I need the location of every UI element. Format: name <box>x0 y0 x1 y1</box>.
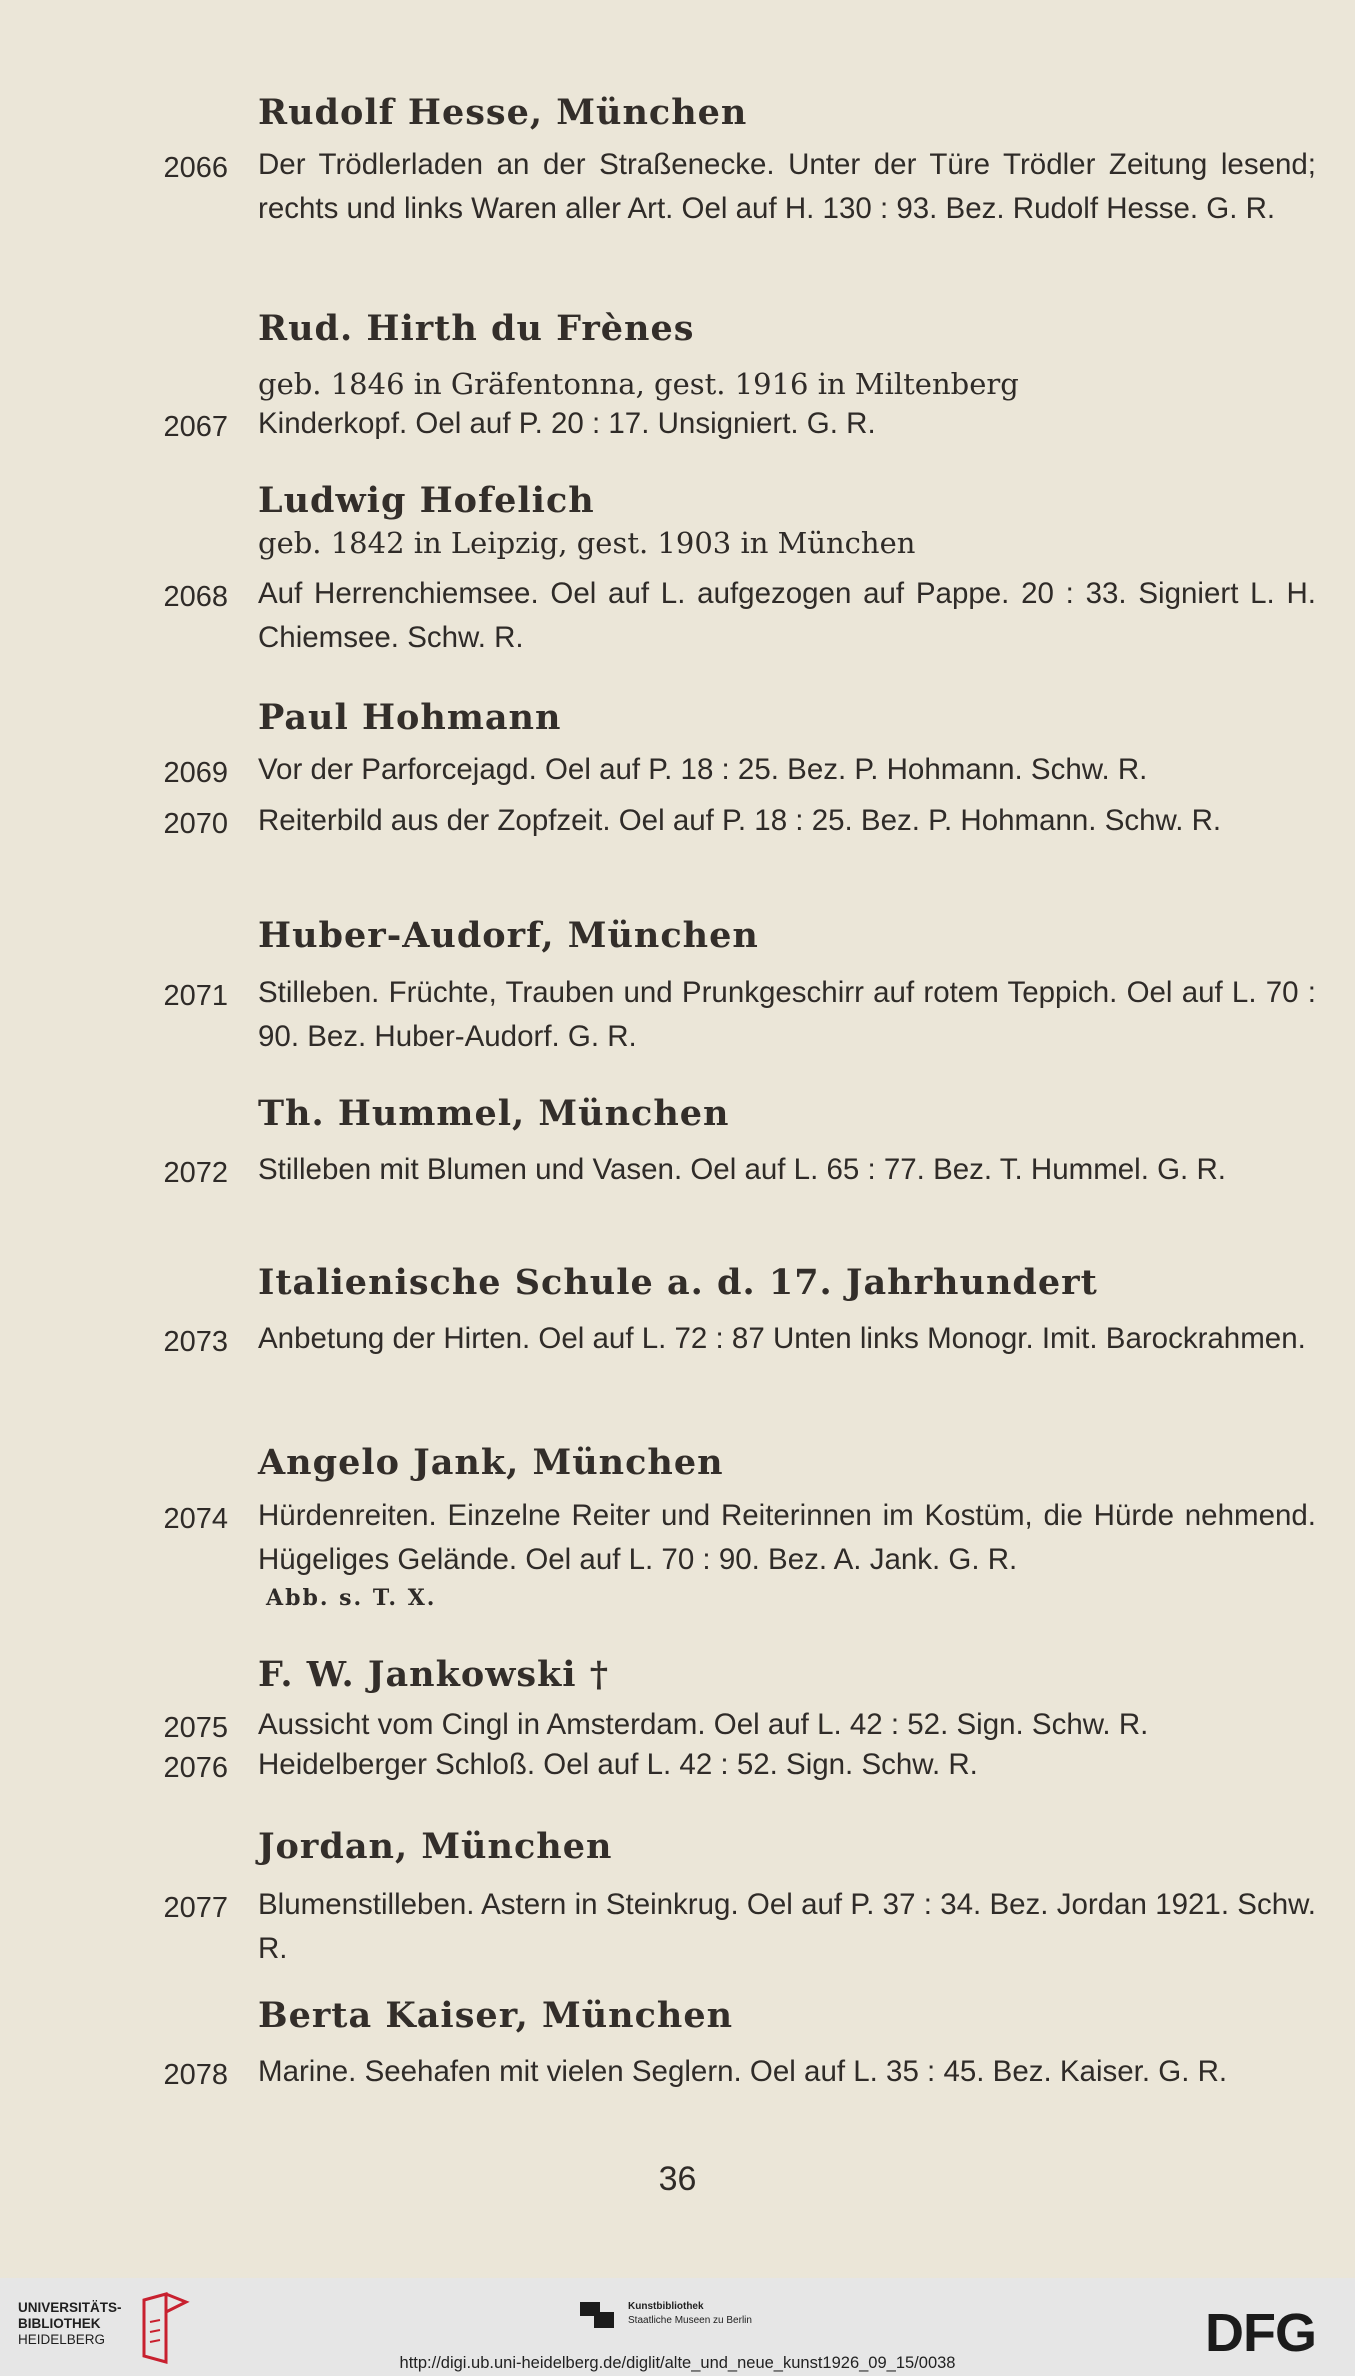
source-url-link[interactable]: http://digi.ub.uni-heidelberg.de/diglit/alte_und_neue_kunst1926_09_15/0038 <box>399 2354 956 2372</box>
lot-description: Marine. Seehafen mit vielen Seglern. Oel auf L. 35 : 45. Bez. Kaiser. G. R. <box>258 2055 1228 2088</box>
kunstbibliothek-subtitle: Staatliche Museen zu Berlin <box>628 2315 752 2326</box>
university-line: HEIDELBERG <box>18 2332 106 2347</box>
lot-number: 2073 <box>163 1326 228 1358</box>
lot-description: Kinderkopf. Oel auf P. 20 : 17. Unsigniert. G. R. <box>258 407 876 440</box>
lot-description: Aussicht vom Cingl in Amsterdam. Oel auf L. 42 : 52. Sign. Schw. R. <box>258 1708 1149 1741</box>
artist-heading: Berta Kaiser, München <box>258 1995 734 2036</box>
artist-life-dates: geb. 1846 in Gräfentonna, gest. 1916 in Miltenberg <box>258 367 1019 401</box>
artist-heading: Th. Hummel, München <box>258 1093 730 1134</box>
lot-number: 2072 <box>163 1157 228 1189</box>
lot-description: Anbetung der Hirten. Oel auf L. 72 : 87 Unten links Monogr. Imit. Barockrahmen. <box>258 1322 1306 1355</box>
artist-heading: Italienische Schule a. d. 17. Jahrhundert <box>258 1262 1098 1303</box>
kunstbibliothek-label <box>628 2300 752 2328</box>
lot-number: 2074 <box>163 1503 228 1535</box>
dfg-logo[interactable]: DFG <box>1205 2303 1316 2363</box>
artist-heading: Rud. Hirth du Frènes <box>258 308 695 349</box>
lot-description: Heidelberger Schloß. Oel auf L. 42 : 52. Sign. Schw. R. <box>258 1748 978 1781</box>
artist-heading: Huber-Audorf, München <box>258 915 759 956</box>
artist-heading: Ludwig Hofelich <box>258 480 595 521</box>
lot-number: 2078 <box>163 2059 228 2091</box>
lot-number: 2069 <box>163 757 228 789</box>
university-library-name[interactable] <box>18 2300 122 2348</box>
kunstbibliothek-title: Kunstbibliothek <box>628 2301 704 2312</box>
lot-number: 2075 <box>163 1712 228 1744</box>
lot-description: Stilleben. Früchte, Trauben und Prunkgeschirr auf rotem Teppich. Oel auf L. 70 : 90. Bez. Huber-Audorf. G. R. <box>258 976 1316 1053</box>
lot-number: 2070 <box>163 808 228 840</box>
lot-description: Hürdenreiten. Einzelne Reiter und Reiterinnen im Kostüm, die Hürde nehmend. Hügeliges Gelände. Oel auf L. 70 : 90. Bez. A. Jank. G. R. <box>258 1499 1316 1576</box>
university-line: UNIVERSITÄTS- <box>18 2300 122 2315</box>
artist-life-dates: geb. 1842 in Leipzig, gest. 1903 in München <box>258 526 916 560</box>
lot-description: Der Trödlerladen an der Straßenecke. Unter der Türe Trödler Zeitung lesend; rechts und links Waren aller Art. Oel auf H. 130 : 93. Bez. Rudolf Hesse. G. R. <box>258 148 1316 225</box>
artist-heading: Paul Hohmann <box>258 697 562 738</box>
lot-description: Blumenstilleben. Astern in Steinkrug. Oel auf P. 37 : 34. Bez. Jordan 1921. Schw. R. <box>258 1888 1316 1965</box>
artist-heading: F. W. Jankowski † <box>258 1654 610 1695</box>
lot-number: 2066 <box>163 152 228 184</box>
lot-description: Reiterbild aus der Zopfzeit. Oel auf P. 18 : 25. Bez. P. Hohmann. Schw. R. <box>258 804 1222 837</box>
kunstbibliothek-logo-icon[interactable] <box>578 2300 616 2330</box>
lot-number: 2077 <box>163 1892 228 1924</box>
illustration-note: Abb. s. T. X. <box>266 1585 437 1611</box>
lot-description: Stilleben mit Blumen und Vasen. Oel auf L. 65 : 77. Bez. T. Hummel. G. R. <box>258 1153 1226 1186</box>
university-line: BIBLIOTHEK <box>18 2316 101 2331</box>
artist-heading: Angelo Jank, München <box>258 1442 724 1483</box>
page-number: 36 <box>658 2160 697 2198</box>
lot-number: 2076 <box>163 1752 228 1784</box>
lot-number: 2068 <box>163 581 228 613</box>
lot-description: Vor der Parforcejagd. Oel auf P. 18 : 25. Bez. P. Hohmann. Schw. R. <box>258 753 1148 786</box>
artist-heading: Rudolf Hesse, München <box>258 92 748 133</box>
lot-number: 2067 <box>163 411 228 443</box>
viewer-footer <box>0 2278 1355 2376</box>
artist-heading: Jordan, München <box>258 1826 613 1867</box>
lot-description: Auf Herrenchiemsee. Oel auf L. aufgezogen auf Pappe. 20 : 33. Signiert L. H. Chiemsee. Schw. R. <box>258 577 1316 654</box>
lot-number: 2071 <box>163 980 228 1012</box>
